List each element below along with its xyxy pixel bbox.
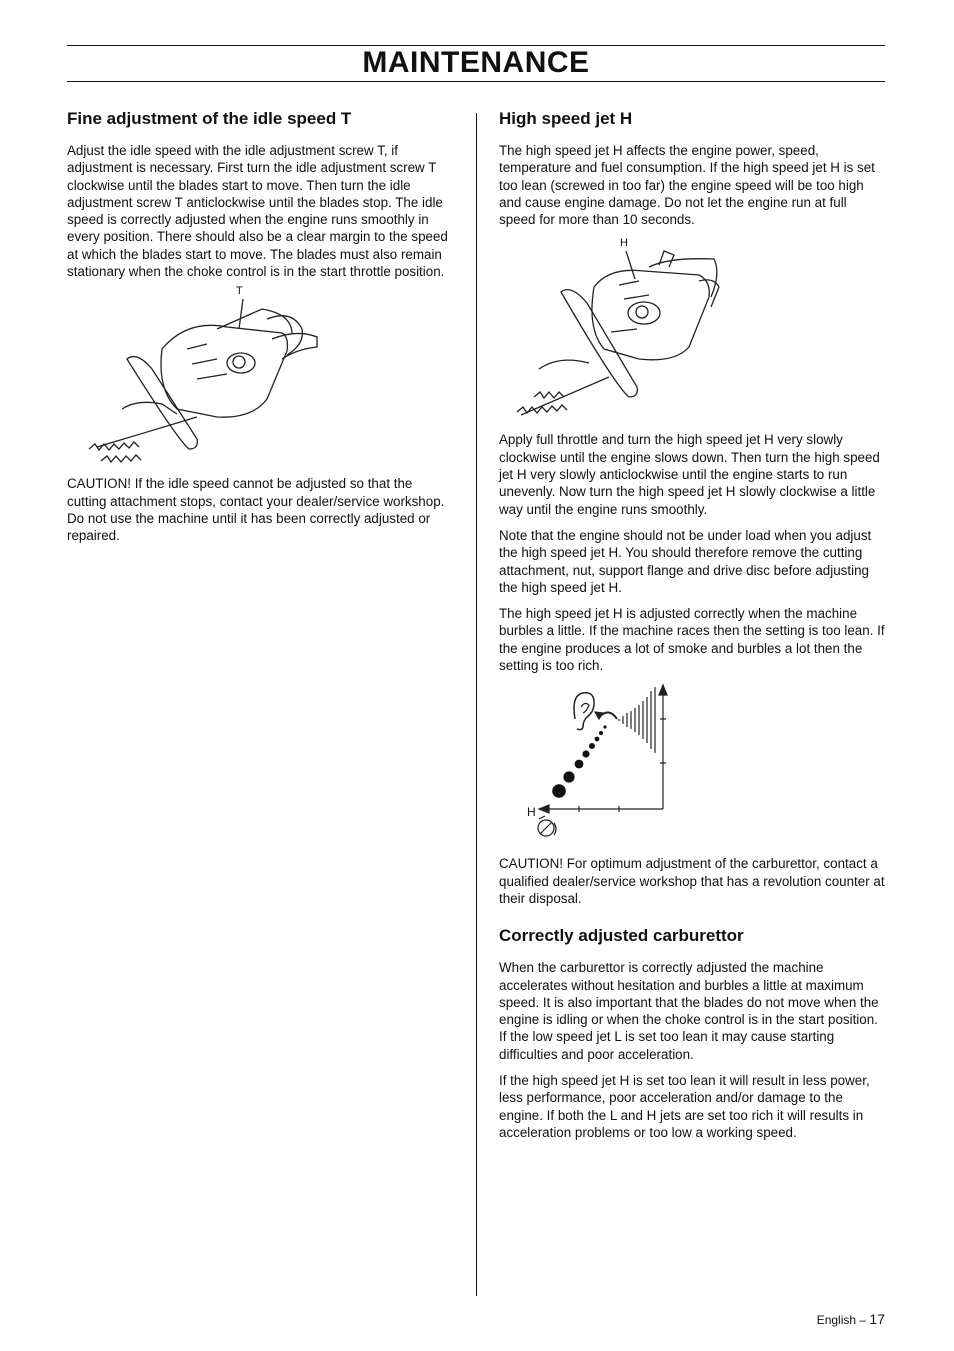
left-column <box>67 108 452 554</box>
hedge-trimmer-high-speed-figure <box>499 237 885 427</box>
page-footer <box>817 1311 885 1327</box>
column-divider <box>476 113 477 1296</box>
ear-icon <box>574 693 594 730</box>
y-axis-arrow-icon <box>659 685 667 695</box>
footer-page-number: 17 <box>869 1311 885 1327</box>
sound-wave-icon <box>619 687 655 753</box>
figure-label-t: T <box>236 285 243 298</box>
right-column <box>499 108 885 1150</box>
carburettor-caution: CAUTION! For optimum adjustment of the carburettor, contact a qualified dealer/service workshop that has a revolution counter at their disposal. <box>499 856 885 906</box>
section-heading-correctly-adjusted: Correctly adjusted carburettor <box>499 926 744 946</box>
hedge-trimmer-idle-figure <box>67 285 452 467</box>
idle-speed-caution: CAUTION! If the idle speed cannot be adjusted so that the cutting attachment stops, contact your dealer/service workshop. Do not use the machine until it has been correctly adjusted or repaired. <box>67 476 445 544</box>
correctly-adjusted-paragraph-2: If the high speed jet H is set too lean it will result in less power, less performance, poor acceleration and/or damage to the engine. If both the L and H jets are set too rich it will results in acceleration problems or too low a working speed. <box>499 1073 870 1140</box>
section-heading-high-speed-jet: High speed jet H <box>499 109 633 128</box>
hedge-trimmer-top-view-illustration <box>499 237 885 427</box>
engine-sound-diagram <box>499 683 885 843</box>
adjustment-screw-icon <box>538 816 556 836</box>
footer-separator: – <box>859 1313 867 1327</box>
section-heading-idle-speed: Fine adjustment of the idle speed T <box>67 109 352 128</box>
idle-speed-paragraph: Adjust the idle speed with the idle adjustment screw T, if adjustment is necessary. First turn the idle adjustment screw T clockwise until the blades start to move. Then turn the idle adjustment screw T anticlockwise until the blades stop. The idle speed is correctly adjusted when the engine runs smoothly in every position. There should also be a clear margin to the speed at which the blades start to move. The blades must also remain stationary when the choke control is in the start throttle position. <box>67 143 448 280</box>
x-axis-arrow-icon <box>539 805 549 813</box>
correctly-adjusted-paragraph-1: When the carburettor is correctly adjusted the machine accelerates without hesitation and burbles a little at maximum speed. It is also important that the blades do not move when the engine is idling or when the choke control is in the start position. If the low speed jet L is set too lean it may cause starting difficulties and poor acceleration. <box>499 960 879 1062</box>
engine-sound-graph <box>499 683 885 843</box>
figure-label-h: H <box>620 237 628 250</box>
high-speed-jet-paragraph-2: Apply full throttle and turn the high speed jet H very slowly clockwise until the engine slows down. Then turn the high speed jet H very slowly anticlockwise until the engine starts to run unevenly. Now turn the high speed jet H slowly clockwise a little way until the engine runs smoothly. <box>499 432 880 517</box>
header-rule-bottom <box>67 81 885 82</box>
page-title: MAINTENANCE <box>362 46 590 79</box>
high-speed-jet-paragraph-3: Note that the engine should not be under load when you adjust the high speed jet H. You should therefore remove the cutting attachment, nut, support flange and drive disc before adjusting the high speed jet H. <box>499 527 872 595</box>
footer-language: English <box>816 1313 857 1327</box>
high-speed-jet-paragraph-4: The high speed jet H is adjusted correctly when the machine burbles a little. If the machine races then the setting is too lean. If the engine produces a lot of smoke and burbles a lot then the setting is too rich. <box>499 606 885 674</box>
diagram-label-h: H <box>527 805 536 820</box>
hedge-trimmer-illustration <box>67 289 452 467</box>
rising-dots-icon <box>552 726 606 798</box>
high-speed-jet-paragraph-1: The high speed jet H affects the engine power, speed, temperature and fuel consumption. If the high speed jet H is set too lean (screwed in too far) the engine speed will be too high and cause engine damage. Do not let the engine run at full speed for more than 10 seconds. <box>499 143 875 228</box>
